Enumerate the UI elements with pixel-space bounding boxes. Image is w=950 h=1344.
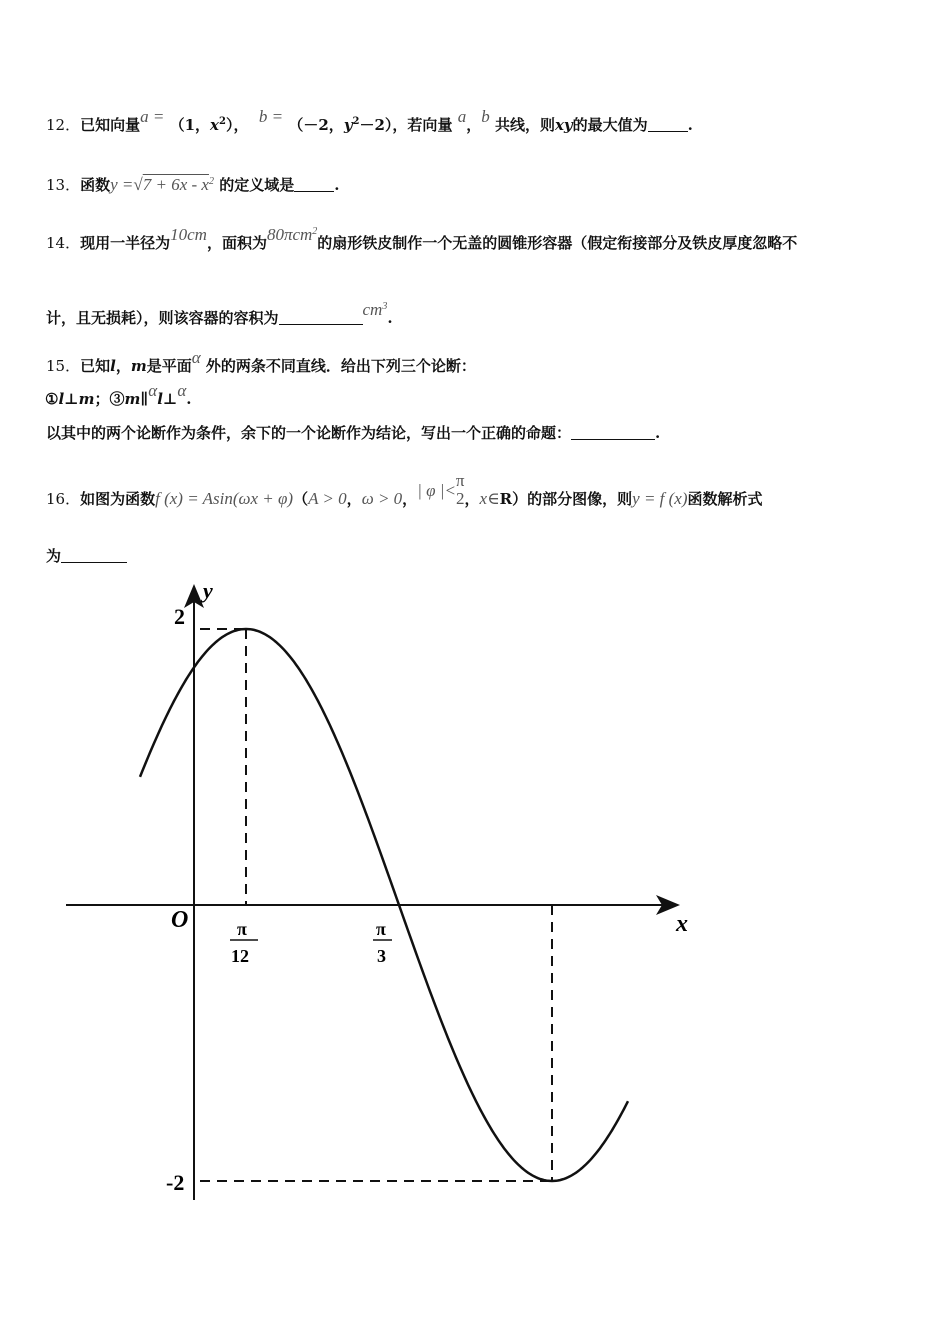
real-set: R xyxy=(499,489,513,508)
plane-alpha: α xyxy=(191,348,201,367)
period: . xyxy=(334,176,340,194)
comma: ， xyxy=(464,489,480,508)
condition-x-domain: x∈ xyxy=(479,488,500,508)
unit-cm: cm xyxy=(362,300,383,319)
question-14-line-2: 计，且无损耗），则该容器的容积为 $cm^3$. xyxy=(46,300,393,327)
question-text: 的定义域是 xyxy=(219,176,295,194)
question-text: 外的两条不同直线．给出下列三个论断： xyxy=(205,357,476,375)
question-text: 计，且无损耗），则该容器的容积为 xyxy=(46,309,279,327)
vector-a-expr: a = xyxy=(140,107,165,126)
line-l: l xyxy=(157,390,163,408)
question-14: 14．现用一半径为10cm，面积为80πcm$^2$的扇形铁皮制作一个无盖的圆锥形容器（假定衔接部分及铁皮厚度忽略不 xyxy=(46,225,798,252)
condition-a: A > 0 xyxy=(308,488,347,508)
comma: ， xyxy=(466,116,482,134)
function-y-f: y = f (x) xyxy=(632,488,688,508)
period: . xyxy=(687,116,693,134)
perpendicular-symbol: ⊥ xyxy=(64,390,79,408)
var-y: y xyxy=(343,116,353,134)
x-axis-label: x xyxy=(676,911,688,937)
paren: （ xyxy=(293,489,309,508)
question-number: 13． xyxy=(46,176,81,194)
comma: ， xyxy=(115,357,131,375)
statement-2-mark: ；③ xyxy=(94,390,125,408)
condition-phi: | φ |< xyxy=(417,480,456,500)
plane-alpha: α xyxy=(177,381,187,400)
sqrt-radicand: 7 + 6x - x xyxy=(142,175,209,194)
condition-omega: ω > 0 xyxy=(361,488,403,508)
question-15-line-3 xyxy=(46,422,660,443)
answer-blank[interactable] xyxy=(279,310,363,325)
answer-blank[interactable] xyxy=(648,117,688,132)
fraction-numerator: π xyxy=(455,471,465,490)
vector-b-value: （－2， xyxy=(288,116,344,134)
question-12: 12．已知向量a = （1，$x^2$）， b = （－2，$y^2-2$），若向量 a，b 共线，则xy的最大值为 . xyxy=(46,107,693,134)
sine-graph xyxy=(0,570,950,1220)
y-min-label: -2 xyxy=(166,1170,185,1195)
comma: ， xyxy=(346,489,362,508)
line-m: m xyxy=(78,390,95,408)
question-15 xyxy=(46,348,476,376)
tick-pi-12-denominator: 12 xyxy=(231,946,249,966)
question-text: 共线，则 xyxy=(494,116,555,134)
question-number: 16． xyxy=(46,489,81,508)
question-15-statements xyxy=(45,381,192,409)
question-text: ，面积为 xyxy=(206,234,267,252)
line-l: l xyxy=(110,357,116,375)
origin-label: O xyxy=(171,907,189,933)
y-max-label: 2 xyxy=(174,604,185,629)
question-number: 14． xyxy=(46,234,81,252)
comma: ， xyxy=(402,489,418,508)
tick-pi-3-numerator: π xyxy=(376,919,386,939)
answer-blank[interactable] xyxy=(61,548,127,563)
question-text: 已知向量 xyxy=(80,116,141,134)
question-text: 现用一半径为 xyxy=(80,234,171,252)
question-16-line-2 xyxy=(46,545,127,566)
answer-blank[interactable] xyxy=(294,177,334,192)
plane-alpha: α xyxy=(148,381,158,400)
var-x: x xyxy=(210,116,219,134)
function-expression: f (x) = Asin(ωx + φ) xyxy=(155,488,294,508)
parallel-symbol: ∥ xyxy=(140,390,149,408)
line-m: m xyxy=(130,357,147,375)
area-value: 80πcm xyxy=(266,225,313,244)
question-text: 函数 xyxy=(80,176,111,194)
line-l: l xyxy=(58,390,65,408)
line-m: m xyxy=(124,390,141,408)
vector-a-value: （1， xyxy=(169,116,211,134)
question-text: 以其中的两个论断作为条件，余下的一个论断作为结论，写出一个正确的命题： xyxy=(46,424,572,442)
fraction-denominator: 2 xyxy=(455,488,465,508)
vector-a-symbol: a xyxy=(457,107,467,126)
period: . xyxy=(387,309,393,327)
question-16 xyxy=(46,471,763,518)
period: . xyxy=(655,424,661,442)
question-text: 的最大值为 xyxy=(572,116,648,134)
question-number: 15． xyxy=(46,357,81,375)
question-text: 函数解析式 xyxy=(687,489,763,508)
question-text: 如图为函数 xyxy=(80,489,156,508)
radius-value: 10cm xyxy=(170,225,207,244)
period: . xyxy=(186,390,192,408)
fraction-pi-over-2 xyxy=(456,472,465,508)
tick-pi-3-denominator: 3 xyxy=(377,946,386,966)
vector-b-expr: b = xyxy=(258,107,284,126)
vector-b-close: －2），若向量 xyxy=(359,116,453,134)
question-13: 13．函数$y =√7 + 6x - x^2$ 的定义域是 . xyxy=(46,175,340,194)
question-text: 是平面 xyxy=(146,357,192,375)
function-y: y = xyxy=(110,175,134,194)
vector-b-symbol: b xyxy=(481,107,490,126)
var-xy: xy xyxy=(554,116,573,134)
question-text: 的扇形铁皮制作一个无盖的圆锥形容器（假定衔接部分及铁皮厚度忽略不 xyxy=(317,234,798,252)
question-text: 为 xyxy=(46,547,62,565)
question-text: ）的部分图像，则 xyxy=(512,489,633,508)
y-axis-label: y xyxy=(203,578,213,603)
question-number: 12． xyxy=(46,116,81,134)
statement-1-mark: ① xyxy=(45,390,59,408)
answer-blank[interactable] xyxy=(571,425,655,440)
perpendicular-symbol: ⊥ xyxy=(162,390,178,408)
tick-pi-12-numerator: π xyxy=(237,919,247,939)
vector-a-close: ）， xyxy=(225,116,249,134)
question-text: 已知 xyxy=(80,357,111,375)
